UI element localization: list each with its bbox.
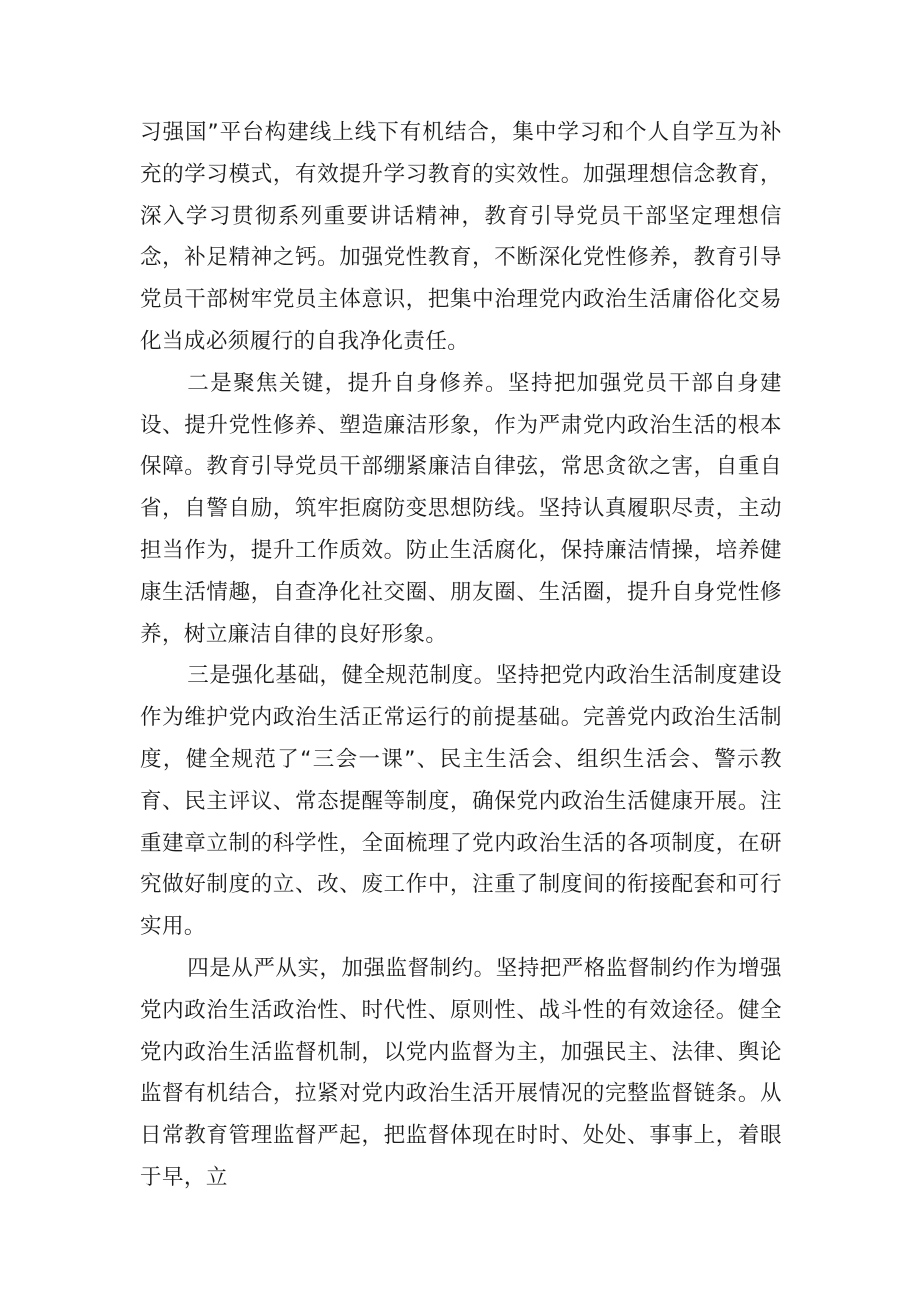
paragraph-strict-supervision: 四是从严从实，加强监督制约。坚持把严格监督制约作为增强党内政治生活政治性、时代性、原则性、战斗性的有效途径。健全党内政治生活监督机制，以党内监督为主，加强民主、法律、舆论监督有机结合，拉紧对党内政治生活开展情况的完整监督链条。从日常教育管理监督严起，把监督体现在时时、处处、事事上，着眼于早，立: [140, 955, 782, 1190]
paragraph-strengthen-foundation: 三是强化基础，健全规范制度。坚持把党内政治生活制度建设作为维护党内政治生活正常运行的前提基础。完善党内政治生活制度，健全规范了“三会一课”、民主生活会、组织生活会、警示教育、民主评议、常态提醒等制度，确保党内政治生活健康开展。注重建章立制的科学性，全面梳理了党内政治生活的各项制度，在研究做好制度的立、改、废工作中，注重了制度间的衔接配套和可行实用。: [140, 663, 782, 940]
paragraph-focus-key-points: 二是聚焦关键，提升自身修养。坚持把加强党员干部自身建设、提升党性修养、塑造廉洁形象，作为严肃党内政治生活的根本保障。教育引导党员干部绷紧廉洁自律弦，常思贪欲之害，自重自省，自警自励，筑牢拒腐防变思想防线。坚持认真履职尽责，主动担当作为，提升工作质效。防止生活腐化，保持廉洁情操，培养健康生活情趣，自查净化社交圈、朋友圈、生活圈，提升自身党性修养，树立廉洁自律的良好形象。: [140, 370, 782, 647]
document-body: [140, 112, 782, 1199]
paragraph-continuation: 习强国”平台构建线上线下有机结合，集中学习和个人自学互为补充的学习模式，有效提升学习教育的实效性。加强理想信念教育，深入学习贯彻系列重要讲话精神，教育引导党员干部坚定理想信念，补足精神之钙。加强党性教育，不断深化党性修养，教育引导党员干部树牢党员主体意识，把集中治理党内政治生活庸俗化交易化当成必须履行的自我净化责任。: [140, 120, 782, 354]
